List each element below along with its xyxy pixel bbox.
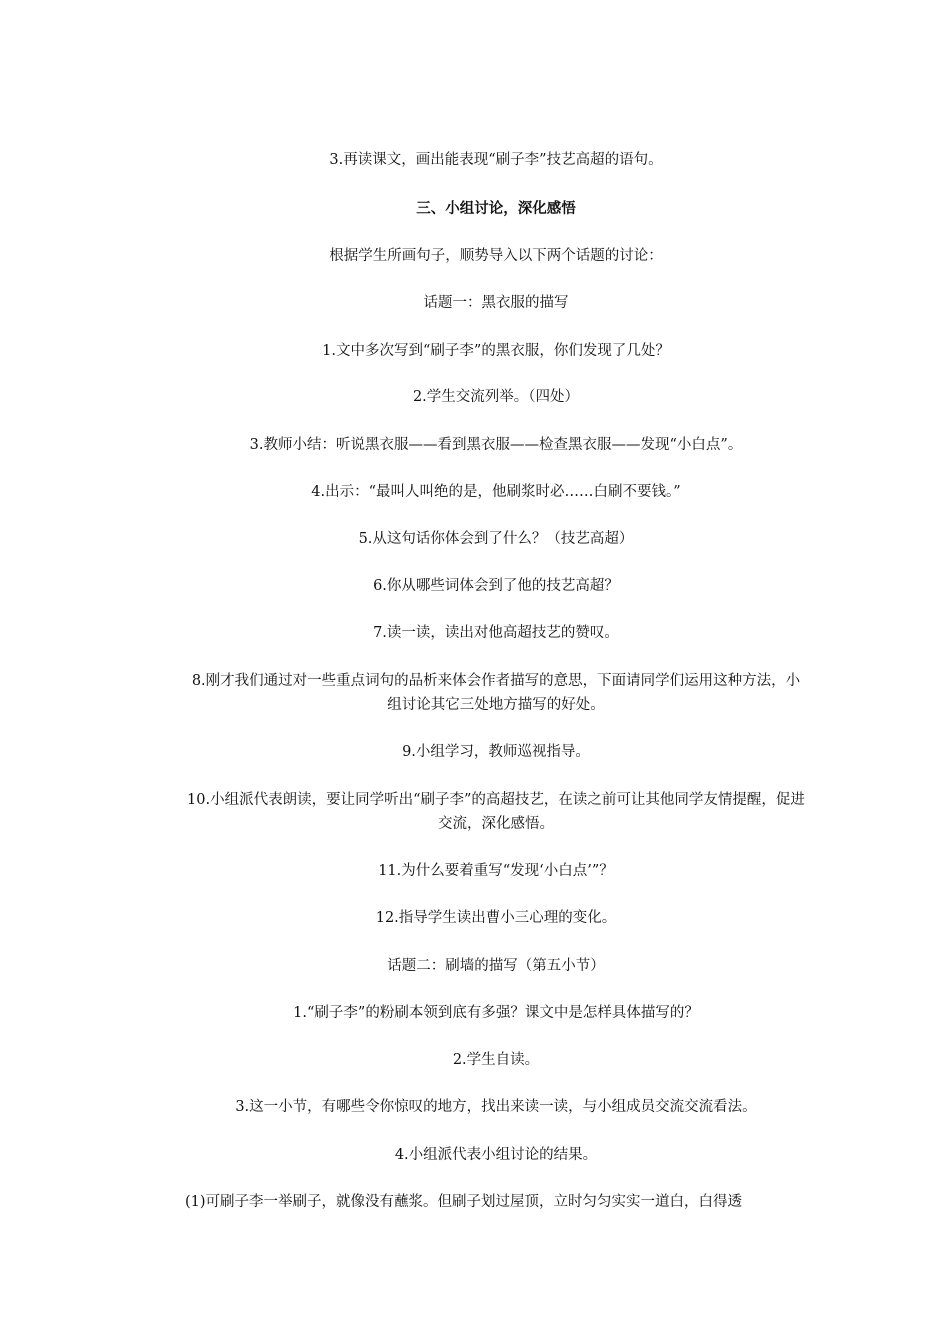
intro-paragraph: 根据学生所画句子，顺势导入以下两个话题的讨论： (329, 248, 663, 264)
topic-one-item-5: 5.从这句话你体会到了什么？（技艺高超） (358, 531, 634, 547)
topic-two-item-1: 1.“刷子李”的粉刷本领到底有多强？课文中是怎样具体描写的？ (293, 1005, 699, 1021)
topic-two-sub-item-1: (1)可刷子李一举刷子，就像没有蘸浆。但刷子划过屋顶，立时匀匀实实一道白，白得透 (185, 1194, 743, 1210)
topic-one-item-3: 3.教师小结：听说黑衣服——看到黑衣服——检查黑衣服——发现“小白点”。 (249, 437, 743, 453)
topic-one-item-11: 11.为什么要着重写“发现‘小白点’”？ (378, 863, 614, 879)
topic-one-item-2: 2.学生交流列举。（四处） (412, 389, 580, 405)
topic-one-item-9: 9.小组学习，教师巡视指导。 (402, 744, 590, 760)
topic-one-item-12: 12.指导学生读出曹小三心理的变化。 (375, 910, 617, 926)
topic-two-item-2: 2.学生自读。 (452, 1052, 540, 1068)
topic-one-item-8: 8.刚才我们通过对一些重点词句的品析来体会作者描写的意思，下面请同学们运用这种方法，小组讨论其它三处地方描写的好处。 (191, 673, 801, 713)
topic-one-item-7: 7.读一读，读出对他高超技艺的赞叹。 (373, 625, 619, 641)
topic-one-item-4: 4.出示：“最叫人叫绝的是，他刷浆时必……白刷不要钱。” (311, 484, 681, 500)
topic-one-item-10: 10.小组派代表朗读，要让同学听出“刷子李”的高超技艺，在读之前可让其他同学友情提醒，促进交流，深化感悟。 (187, 792, 805, 832)
step-reread-text: 3.再读课文，画出能表现“刷子李”技艺高超的语句。 (329, 152, 663, 168)
section-heading: 三、小组讨论，深化感悟 (416, 201, 576, 217)
topic-two-item-4: 4.小组派代表小组讨论的结果。 (394, 1147, 598, 1163)
topic-one-title: 话题一：黑衣服的描写 (423, 295, 569, 311)
topic-two-item-3: 3.这一小节，有哪些令你惊叹的地方，找出来读一读，与小组成员交流交流看法。 (235, 1099, 757, 1115)
topic-one-item-6: 6.你从哪些词体会到了他的技艺高超？ (373, 578, 619, 594)
topic-two-title: 话题二：刷墙的描写（第五小节） (387, 958, 605, 974)
topic-one-item-1: 1.文中多次写到“刷子李”的黑衣服，你们发现了几处？ (322, 343, 670, 359)
